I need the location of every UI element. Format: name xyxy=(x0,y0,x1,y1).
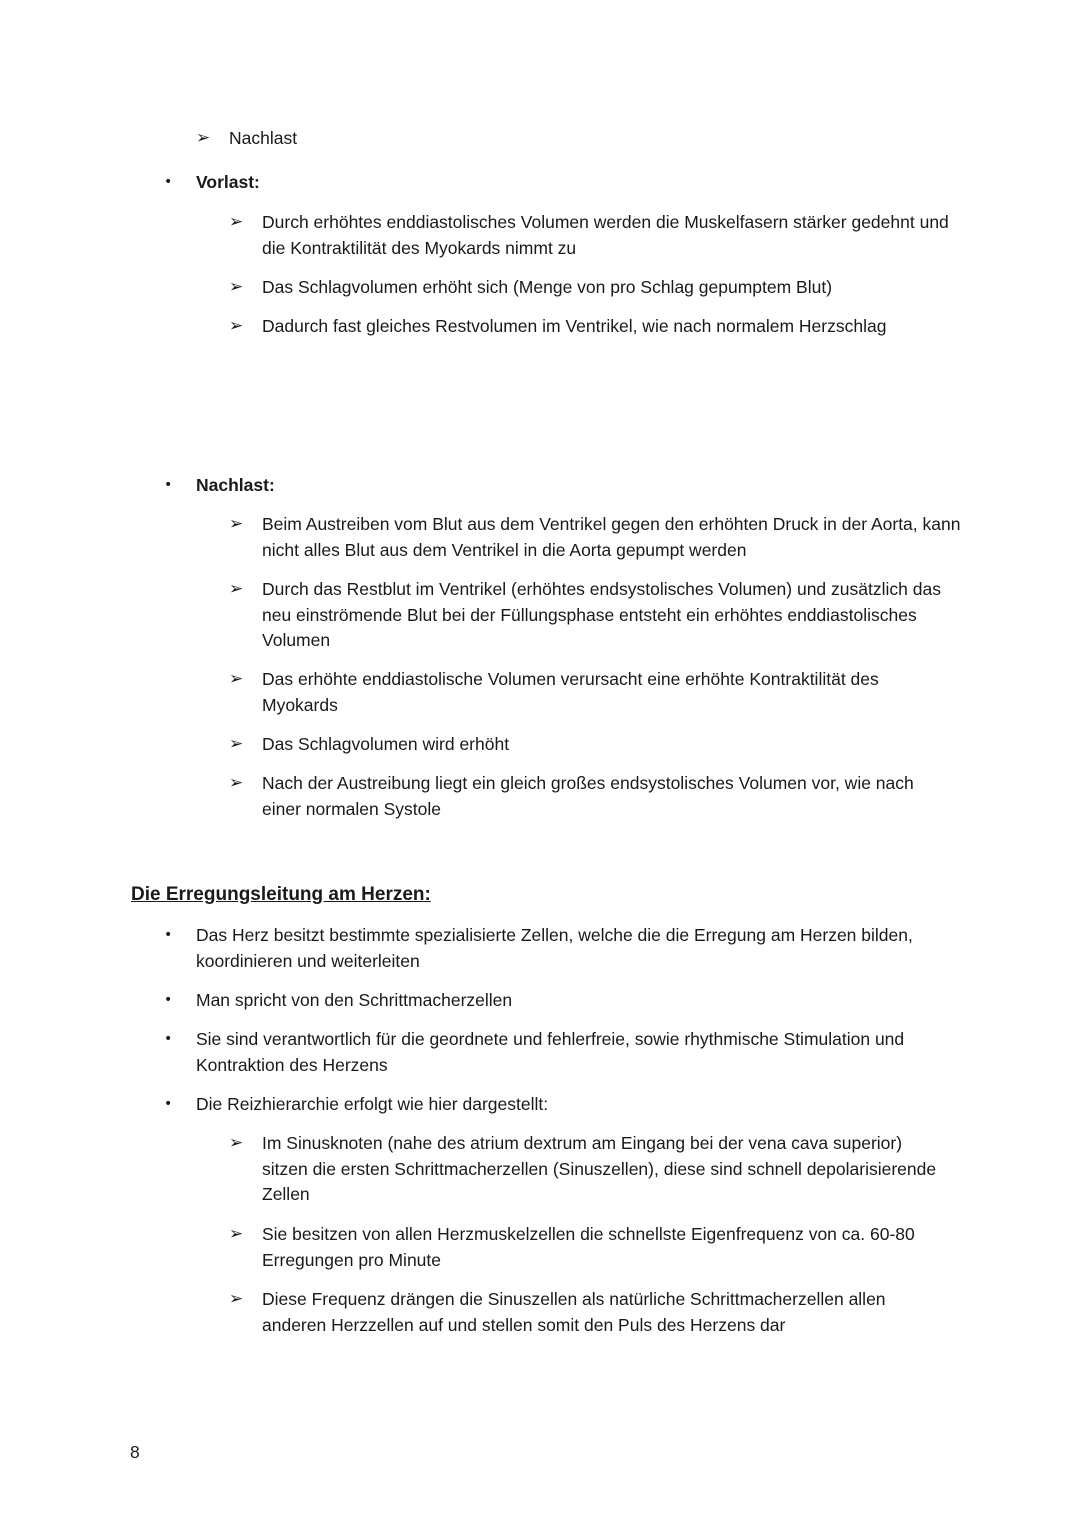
bullet-icon: • xyxy=(164,1031,173,1047)
nachlast-arrow-text: Nachlast xyxy=(229,128,298,148)
vorlast-item-3: Dadurch fast gleiches Restvolumen im Ventrikel, wie nach normalem Herzschlag xyxy=(262,316,887,336)
nachlast-item-3: Das erhöhte enddiastolische Volumen verursacht eine erhöhte Kontraktilität des Myokards xyxy=(262,669,879,715)
erregung-sub-2: Sie besitzen von allen Herzmuskelzellen die schnellste Eigenfrequenz von ca. 60-80 Erregungen pro Minute xyxy=(262,1224,915,1270)
bullet-icon: • xyxy=(164,927,173,943)
page-number: 8 xyxy=(130,1442,140,1462)
arrow-bullet-icon: ➢ xyxy=(229,734,244,754)
nachlast-title: Nachlast: xyxy=(196,475,275,495)
nachlast-item-1: Beim Austreiben vom Blut aus dem Ventrikel gegen den erhöhten Druck in der Aorta, kann nicht alles Blut aus dem Ventrikel in die Aorta gepumpt werden xyxy=(262,514,961,560)
nachlast-item-2: Durch das Restblut im Ventrikel (erhöhtes endsystolisches Volumen) und zusätzlich das neu einströmende Blut bei der Füllungsphase entsteht ein erhöhtes enddiastolisches Volumen xyxy=(262,579,941,650)
arrow-bullet-icon: ➢ xyxy=(196,128,211,148)
arrow-bullet-icon: ➢ xyxy=(229,1289,244,1309)
arrow-bullet-icon: ➢ xyxy=(229,212,244,232)
bullet-icon: • xyxy=(164,174,173,190)
erregung-bullet-3: Sie sind verantwortlich für die geordnete und fehlerfreie, sowie rhythmische Stimulation und Kontraktion des Herzens xyxy=(196,1029,905,1075)
erregung-bullet-1: Das Herz besitzt bestimmte spezialisierte Zellen, welche die die Erregung am Herzen bilden, koordinieren und weiterleiten xyxy=(196,925,913,971)
vorlast-item-2: Das Schlagvolumen erhöht sich (Menge von pro Schlag gepumptem Blut) xyxy=(262,277,833,297)
bullet-icon: • xyxy=(164,477,173,493)
arrow-bullet-icon: ➢ xyxy=(229,669,244,689)
vorlast-item-1: Durch erhöhtes enddiastolisches Volumen werden die Muskelfasern stärker gedehnt und die Kontraktilität des Myokards nimmt zu xyxy=(262,212,949,258)
nachlast-item-4: Das Schlagvolumen wird erhöht xyxy=(262,734,510,754)
arrow-bullet-icon: ➢ xyxy=(229,277,244,297)
erregung-sub-3: Diese Frequenz drängen die Sinuszellen als natürliche Schrittmacherzellen allen anderen Herzzellen auf und stellen somit den Puls des Herzens dar xyxy=(262,1289,886,1335)
erregung-bullet-2: Man spricht von den Schrittmacherzellen xyxy=(196,990,513,1010)
arrow-bullet-icon: ➢ xyxy=(229,1133,244,1153)
arrow-bullet-icon: ➢ xyxy=(229,773,244,793)
bullet-icon: • xyxy=(164,992,173,1008)
erregung-sub-1: Im Sinusknoten (nahe des atrium dextrum am Eingang bei der vena cava superior) sitzen die ersten Schrittmacherzellen (Sinuszellen), diese sind schnell depolarisierende Zellen xyxy=(262,1133,937,1204)
arrow-bullet-icon: ➢ xyxy=(229,1224,244,1244)
arrow-bullet-icon: ➢ xyxy=(229,579,244,599)
bullet-icon: • xyxy=(164,1096,173,1112)
arrow-bullet-icon: ➢ xyxy=(229,514,244,534)
section-heading: Die Erregungsleitung am Herzen: xyxy=(131,884,431,905)
erregung-bullet-4: Die Reizhierarchie erfolgt wie hier dargestellt: xyxy=(196,1094,549,1114)
arrow-bullet-icon: ➢ xyxy=(229,316,244,336)
vorlast-title: Vorlast: xyxy=(196,172,260,192)
nachlast-item-5: Nach der Austreibung liegt ein gleich großes endsystolisches Volumen vor, wie nach einer normalen Systole xyxy=(262,773,914,819)
